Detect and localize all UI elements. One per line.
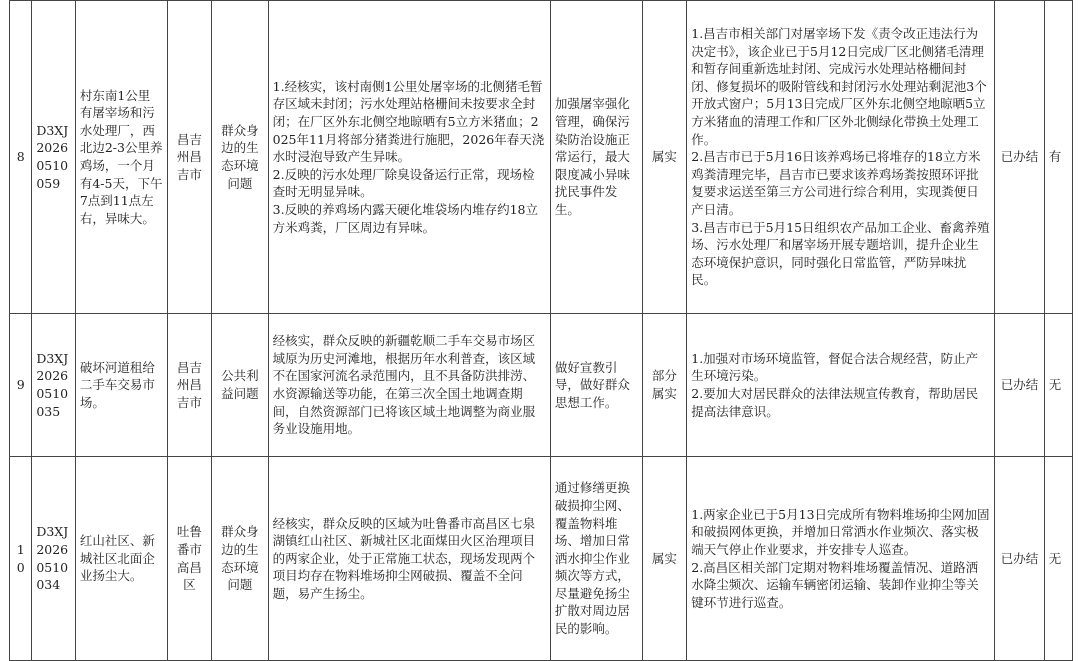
row-number: 10: [10, 457, 32, 661]
accountability: 无: [1044, 457, 1072, 661]
verdict: 属实: [642, 1, 687, 314]
status: 已办结: [995, 314, 1044, 457]
region: 昌吉州昌吉市: [167, 1, 212, 314]
verdict: 部分属实: [642, 314, 687, 457]
issue-description: 红山社区、新城社区北面企业扬尘大。: [75, 457, 167, 661]
issue-description: 村东南1公里有屠宰场和污水处理厂，西北边2-3公里养鸡场，一个月有4-5天，下午7点到11点左右，异味大。: [75, 1, 167, 314]
finding-item: 1.经核实，该村南侧1公里处屠宰场的北侧猪毛暂存区域未封闭；污水处理站格栅间未按要求全封闭；在厂区外东北侧空地晾晒有5立方米猪血；2025年11月将部分猪粪进行施肥，2026年春天浇水时浸泡导致产生异味。: [272, 78, 545, 165]
finding-item: 经核实，群众反映的新疆乾顺二手车交易市场区域原为历史河滩地，根据历年水利普查，该区域不在国家河流名录范围内，且不具备防洪排涝、水资源输送等功能，在第三次全国土地调查期间，自然资源部门已将该区域土地调整为商业服务业设施用地。: [272, 333, 536, 437]
measures: 加强屠宰强化管理，确保污染防治设施正常运行，最大限度减小异味扰民事件发生。: [550, 1, 642, 314]
finding-item: 3.反映的养鸡场内露天硬化堆袋场内堆存约18立方米鸡粪，厂区周边有异味。: [272, 201, 538, 235]
measures: 做好宣教引导，做好群众思想工作。: [550, 314, 642, 457]
result-item: 1.加强对市场环境监管，督促合法合规经营，防止产生环境污染。: [691, 350, 979, 384]
result-item: 2.昌吉市已于5月16日该养鸡场已将堆存的18立方米鸡粪清理完毕，昌吉市已要求该养鸡场粪按照环评批复要求运送至第三方公司进行综合利用，实现粪便日产日清。: [691, 149, 981, 217]
case-id: D3XJ20260510034: [32, 457, 76, 661]
result-item: 1.昌吉市相关部门对屠宰场下发《责令改正违法行为决定书》，该企业已于5月12日完成厂区北侧猪毛清理和暂存间重新选址封闭、完成污水处理站格栅间封闭、修复损坏的吸附管线和封闭污水处理站剩泥池3个开放式窗户；5月13日完成厂区外东北侧空地晾晒5立方米猪血的清理工作和厂区外北侧绿化带换土处理工作。: [691, 26, 987, 147]
accountability: 无: [1044, 314, 1072, 457]
results: [687, 1, 995, 314]
verdict: 属实: [642, 457, 687, 661]
table-row: [10, 314, 1073, 457]
result-item: 2.高昌区相关部门定期对物料堆场覆盖情况、道路洒水降尘频次、运输车辆密闭运输、装卸作业抑尘等关键环节进行巡查。: [691, 559, 979, 610]
case-id: D3XJ20260510059: [32, 1, 76, 314]
table-row: [10, 1, 1073, 314]
row-number: 8: [10, 1, 32, 314]
complaint-table: [9, 0, 1073, 661]
result-item: 2.要加大对居民群众的法律法规宣传教育，帮助居民提高法律意识。: [691, 386, 979, 419]
finding-item: 2.反映的污水处理厂除臭设备运行正常，现场检查时无明显异味。: [272, 166, 535, 200]
status: 已办结: [995, 457, 1044, 661]
status: 已办结: [995, 1, 1044, 314]
issue-type: 公共利益问题: [212, 314, 268, 457]
finding-item: 经核实，群众反映的区域为吐鲁番市高昌区七泉湖镇红山社区、新城社区北面煤田火区治理项目的两家企业，处于正常施工状态，现场发现两个项目均存在物料堆场抑尘网破损、覆盖不全问题，易产生扬尘。: [272, 515, 536, 601]
measures: 通过修缮更换破损抑尘网、覆盖物料堆场、增加日常洒水抑尘作业频次等方式，尽量避免扬尘扩散对周边居民的影响。: [550, 457, 642, 661]
region: 昌吉州昌吉市: [167, 314, 212, 457]
findings: [268, 1, 550, 314]
results: [687, 314, 995, 457]
result-item: 1.两家企业已于5月13日完成所有物料堆场抑尘网加固和破损网体更换，并增加日常洒水作业频次、落实极端天气停止作业要求，并安排专人巡查。: [691, 506, 990, 557]
findings: [268, 457, 550, 661]
findings: [268, 314, 550, 457]
region: 吐鲁番市高昌区: [167, 457, 212, 661]
accountability: 有: [1044, 1, 1072, 314]
table-row: [10, 457, 1073, 661]
issue-description: 破坏河道租给二手车交易市场。: [75, 314, 167, 457]
case-id: D3XJ20260510035: [32, 314, 76, 457]
results: [687, 457, 995, 661]
row-number: 9: [10, 314, 32, 457]
issue-type: 群众身边的生态环境问题: [212, 457, 268, 661]
issue-type: 群众身边的生态环境问题: [212, 1, 268, 314]
result-item: 3.昌吉市已于5月15日组织农产品加工企业、畜禽养殖场、污水处理厂和屠宰场开展专题培训，提升企业生态环境保护意识，同时强化日常监管，严防异味扰民。: [691, 219, 990, 288]
